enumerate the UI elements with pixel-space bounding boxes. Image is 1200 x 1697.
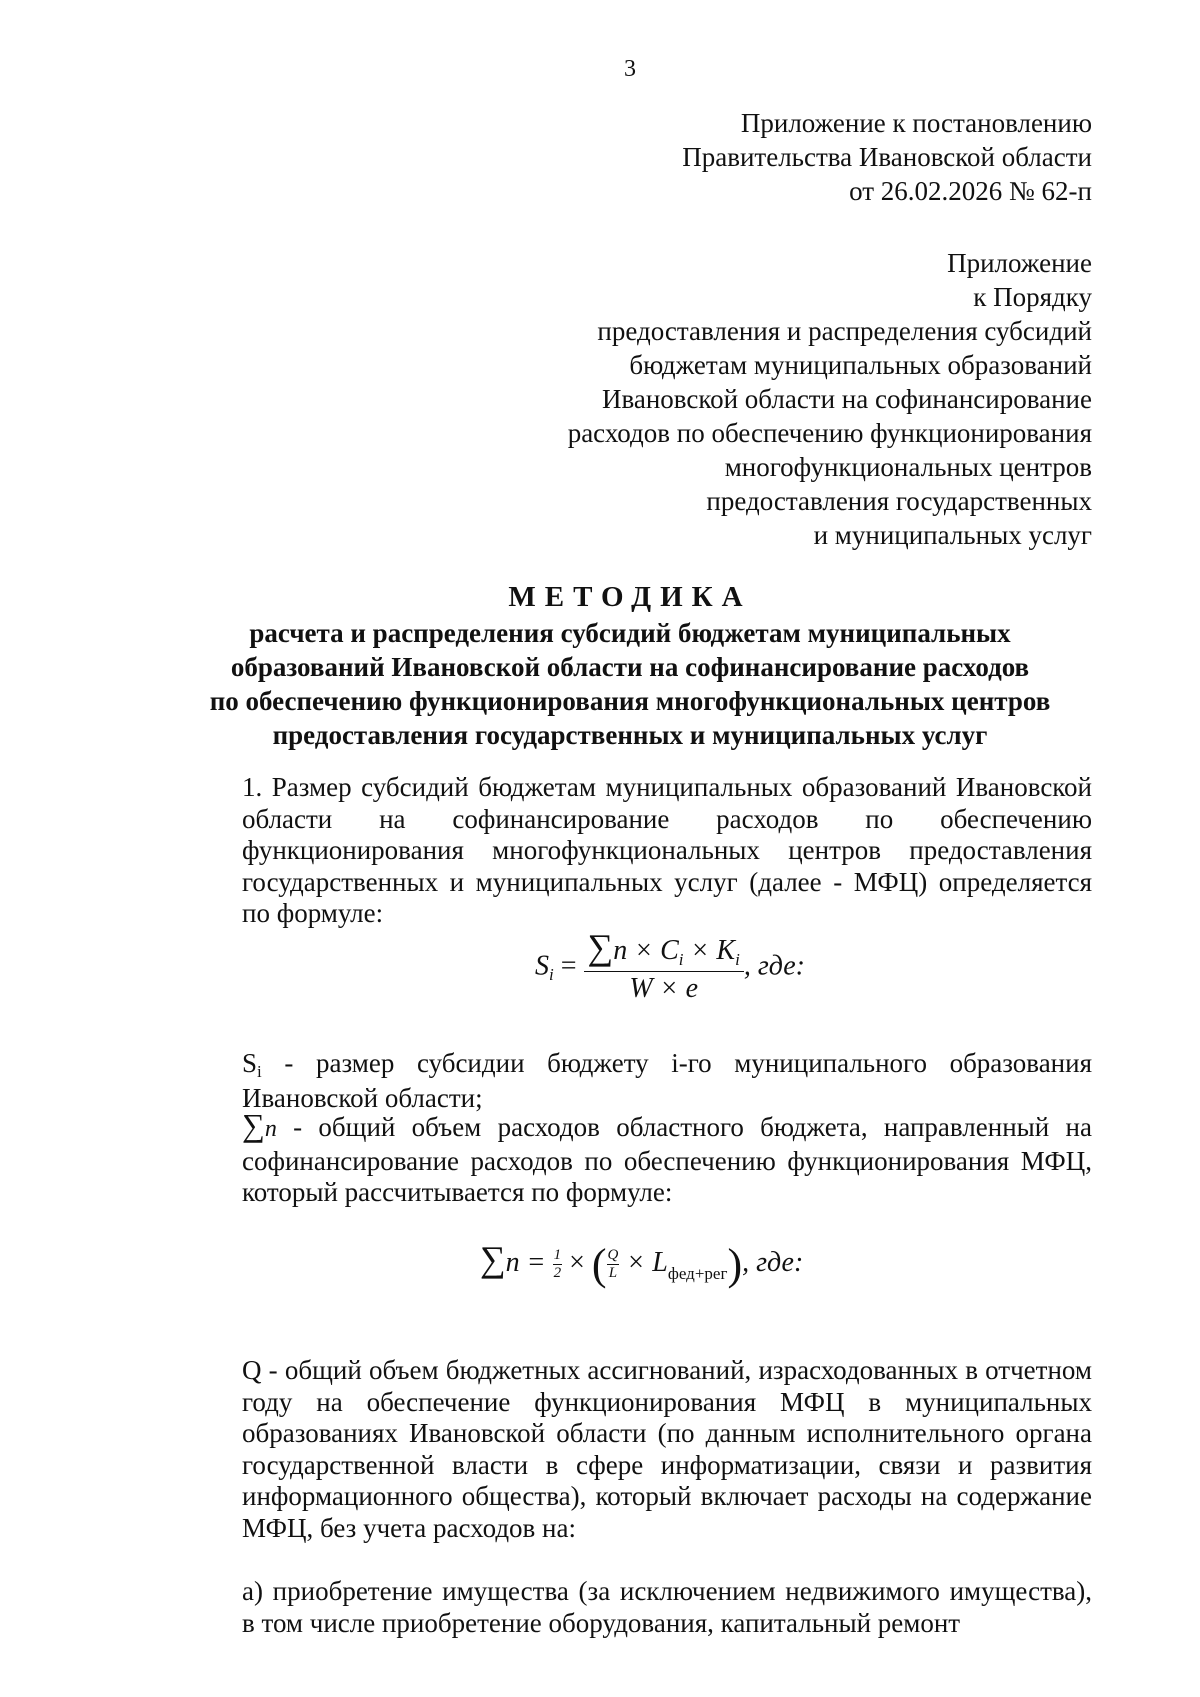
paragraph-1-text: 1. Размер субсидий бюджетам муниципальных образований Ивановской области на софинансирование расходов по обеспечению функционирования многофункциональных центров предоставления государственных и муниципальных услуг (далее - МФЦ) определяется по формуле: xyxy=(242,772,1092,928)
appendix-order-line: предоставления государственных xyxy=(706,486,1092,516)
half-den: 2 xyxy=(553,1265,562,1282)
appendix-order-line: бюджетам муниципальных образований xyxy=(629,350,1092,380)
appendix-header-line: Приложение к постановлению xyxy=(740,108,1092,138)
paren-close: ) xyxy=(727,1240,743,1290)
appendix-header-line: от 26.02.2026 № 62-п xyxy=(849,176,1092,206)
formula-lhs: S xyxy=(535,950,549,982)
title-main: МЕТОДИКА xyxy=(508,581,752,613)
formula-subsidy: $S_i$ = $\frac{\sum n \times C_i \times K_i}{W \times e}$ , где: xyxy=(535,927,806,1004)
formula2-lsub: фед+рег xyxy=(667,1264,728,1283)
title-line: предоставления государственных и муниципальных услуг xyxy=(272,720,988,750)
title-line: по обеспечению функционирования многофункциональных центров xyxy=(209,686,1051,716)
appendix-order-line: многофункциональных центров xyxy=(724,452,1092,482)
half-num: 1 xyxy=(553,1247,562,1264)
def-sum-symbol: n xyxy=(264,1116,277,1142)
def-si-text: - размер субсидии бюджету i-го муниципального образования Ивановской области; xyxy=(242,1048,1092,1113)
paragraph-1 xyxy=(172,772,1092,930)
numerator-sub: i xyxy=(678,950,684,969)
paragraph-q xyxy=(172,1355,1092,1544)
appendix-order-line: предоставления и распределения субсидий xyxy=(597,316,1092,346)
formula-denominator: W × e xyxy=(629,973,698,1004)
sum-symbol: ∑ xyxy=(480,1239,506,1279)
appendix-order-line: Ивановской области на софинансирование xyxy=(601,384,1092,414)
appendix-order xyxy=(568,246,1092,552)
title-line: расчета и распределения субсидий бюджетам муниципальных xyxy=(249,618,1011,648)
paragraph-def-sum xyxy=(172,1107,1092,1209)
numerator-mid: × K xyxy=(683,935,736,966)
appendix-order-line: расходов по обеспечению функционирования xyxy=(567,418,1092,448)
def-si-text-wrap xyxy=(172,1048,1092,1114)
numerator-sub: i xyxy=(735,950,740,969)
def-si-sub: i xyxy=(257,1062,262,1081)
ql-num: Q xyxy=(607,1247,619,1264)
formula2-lhs: n = xyxy=(505,1247,546,1278)
formula-tail: , где: xyxy=(743,950,806,982)
formula-fraction xyxy=(584,927,744,1006)
appendix-order-line: и муниципальных услуг xyxy=(813,520,1092,550)
formula2-half xyxy=(553,1247,563,1282)
def-sum-text: - общий объем расходов областного бюджета, направленный на софинансирование расходов по обеспечению функционирования МФЦ, который рассчитывается по формуле: xyxy=(242,1112,1092,1207)
numerator-text: n × C xyxy=(613,935,679,966)
title-line: образований Ивановской области на софинансирование расходов xyxy=(230,652,1030,682)
formula-lhs-sub: i xyxy=(549,965,554,985)
sum-symbol: ∑ xyxy=(242,1107,265,1143)
paragraph-q-text: Q - общий объем бюджетных ассигнований, израсходованных в отчетном году на обеспечение функционирования МФЦ в муниципальных образованиях Ивановской области (по данным исполнительного органа государственной власти в сфере информатизации, связи и развития информационного общества), который включает расходы на содержание МФЦ, без учета расходов на: xyxy=(242,1355,1092,1543)
def-si-symbol: S xyxy=(242,1048,258,1078)
paragraph-def-si xyxy=(172,1048,1092,1114)
formula-total xyxy=(480,1238,803,1290)
paragraph-item-a xyxy=(172,1576,1092,1639)
appendix-header-line: Правительства Ивановской области xyxy=(682,142,1092,172)
item-a-text: а) приобретение имущества (за исключением недвижимого имущества), в том числе приобретение оборудования, капитальный ремонт xyxy=(242,1576,1092,1638)
page-number: 3 xyxy=(624,56,636,82)
formula2-inner: × L xyxy=(626,1247,668,1278)
appendix-header xyxy=(682,106,1092,208)
formula2-tail: , где: xyxy=(742,1247,804,1278)
ql-den: L xyxy=(608,1265,618,1282)
appendix-order-line: Приложение xyxy=(947,248,1092,278)
def-sum-text-wrap xyxy=(172,1107,1092,1209)
appendix-order-line: к Порядку xyxy=(973,282,1092,312)
sum-symbol: ∑ xyxy=(587,927,614,967)
paren-open: ( xyxy=(591,1240,607,1290)
formula2-ql xyxy=(607,1247,620,1282)
formula-numerator xyxy=(584,927,744,972)
formula2-times: × xyxy=(569,1247,585,1278)
document-title xyxy=(0,580,1200,752)
